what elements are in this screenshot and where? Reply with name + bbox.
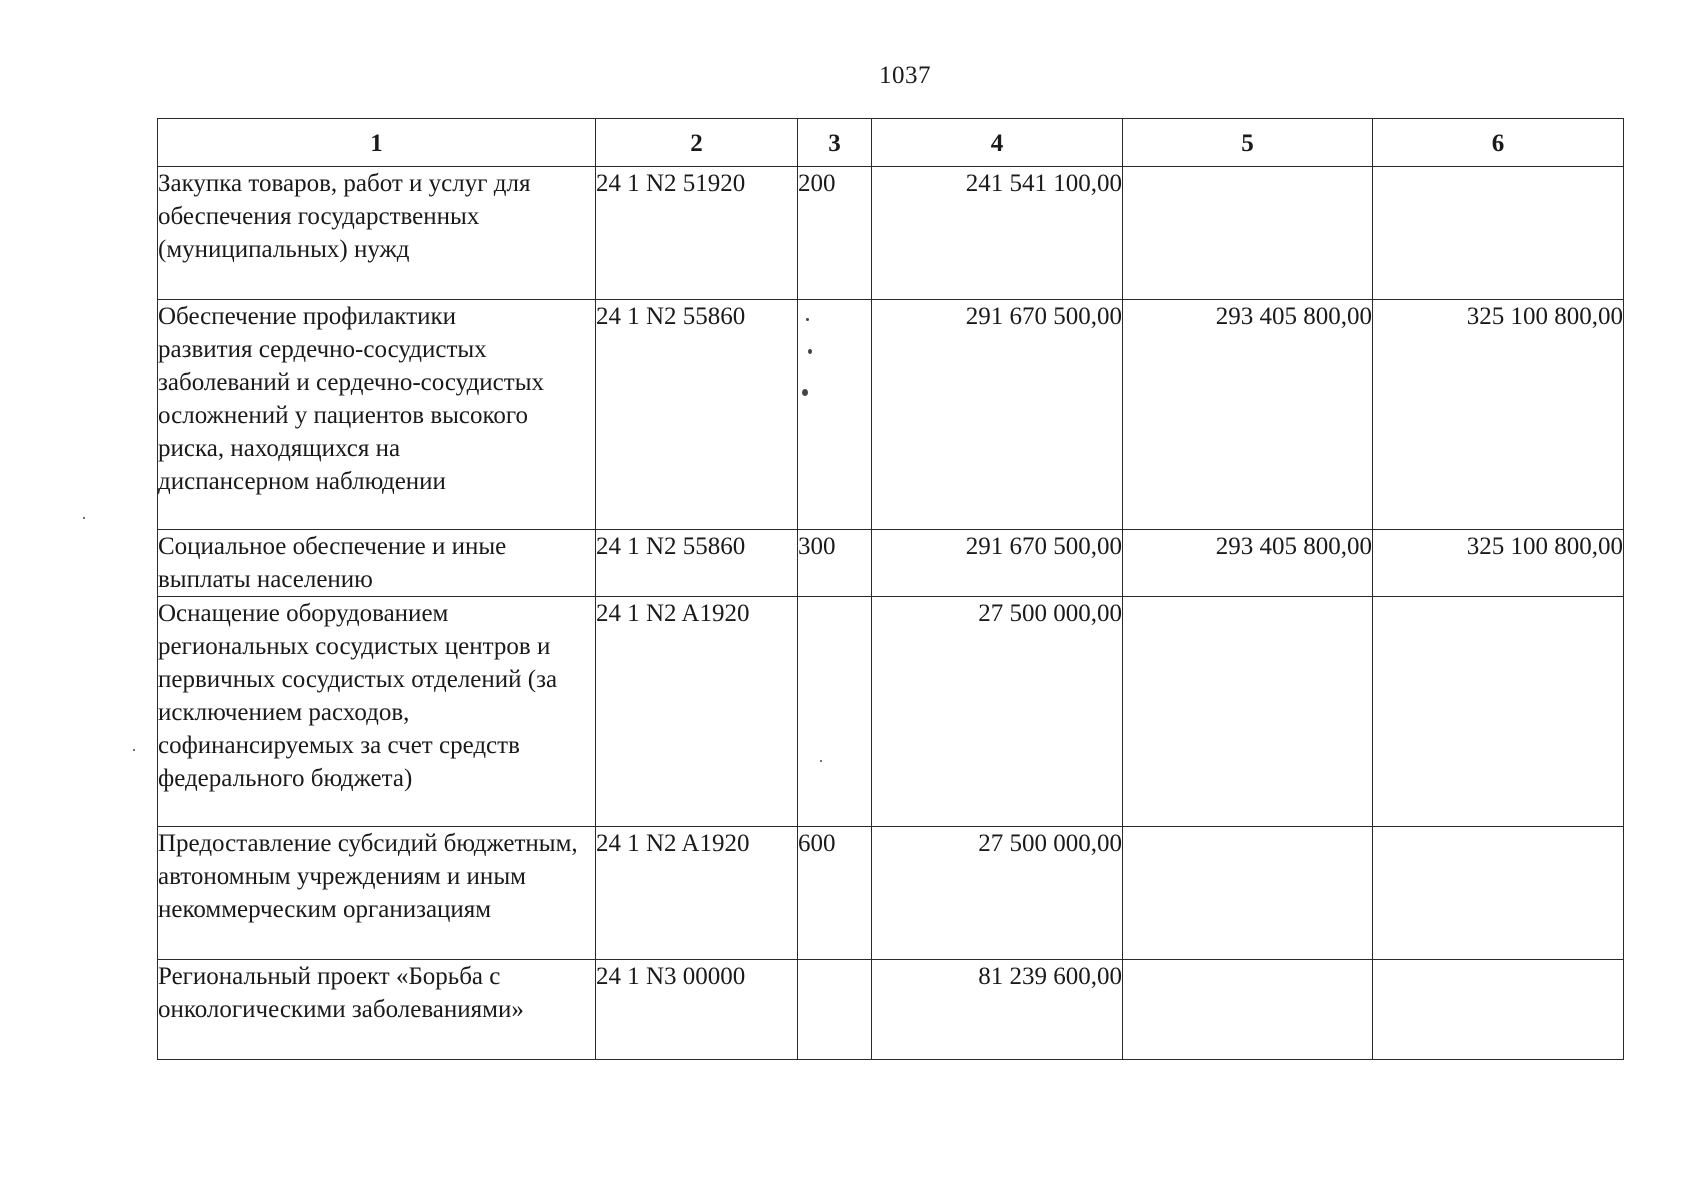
row-amount-col4: 27 500 000,00 (872, 827, 1123, 960)
row-amount-col6 (1373, 167, 1624, 300)
page-number: 1037 (879, 62, 931, 89)
table-row (158, 167, 1624, 300)
table-row (158, 300, 1624, 530)
row-code-cell: 24 1 N3 00000 (596, 960, 798, 1060)
row-code-cell: 24 1 N2 A1920 (596, 597, 798, 827)
row-amount-col6 (1373, 827, 1624, 960)
row-amount-col5 (1123, 167, 1373, 300)
row-code-cell: 24 1 N2 55860 (596, 530, 798, 597)
row-amount-col4: 291 670 500,00 (872, 530, 1123, 597)
row-type-cell: 200 (798, 167, 872, 300)
row-name-cell: Предоставление субсидий бюджетным, автономным учреждениям и иным некоммерческим организациям (158, 827, 596, 960)
row-amount-col4: 27 500 000,00 (872, 597, 1123, 827)
column-header: 4 (872, 119, 1123, 167)
row-amount-col5: 293 405 800,00 (1123, 530, 1373, 597)
row-name-cell: Закупка товаров, работ и услуг для обеспечения государственных (муниципальных) нужд (158, 167, 596, 300)
budget-table (157, 118, 1624, 1060)
row-name-cell: Социальное обеспечение и иные выплаты населению (158, 530, 596, 597)
row-type-cell: 600 (798, 827, 872, 960)
row-name-cell: Региональный проект «Борьба с онкологическими заболеваниями» (158, 960, 596, 1060)
row-type-cell (798, 300, 872, 530)
row-name-cell: Обеспечение профилактики развития сердечно-сосудистых заболеваний и сердечно-сосудистых осложнений у пациентов высокого риска, находящихся на диспансерном наблюдении (158, 300, 596, 530)
scan-speck (133, 749, 135, 751)
row-amount-col6 (1373, 597, 1624, 827)
column-header: 6 (1373, 119, 1624, 167)
row-amount-col5 (1123, 597, 1373, 827)
row-code-cell: 24 1 N2 A1920 (596, 827, 798, 960)
row-code-cell: 24 1 N2 55860 (596, 300, 798, 530)
row-amount-col5 (1123, 827, 1373, 960)
row-amount-col4: 291 670 500,00 (872, 300, 1123, 530)
row-amount-col6: 325 100 800,00 (1373, 300, 1624, 530)
row-code-cell: 24 1 N2 51920 (596, 167, 798, 300)
scan-speck (806, 318, 809, 321)
table-row (158, 597, 1624, 827)
table-header-row (158, 119, 1624, 167)
row-amount-col4: 81 239 600,00 (872, 960, 1123, 1060)
row-amount-col6: 325 100 800,00 (1373, 530, 1624, 597)
row-amount-col6 (1373, 960, 1624, 1060)
table-row (158, 960, 1624, 1060)
column-header: 5 (1123, 119, 1373, 167)
table-row (158, 827, 1624, 960)
scan-speck (820, 760, 822, 762)
scan-speck (808, 349, 812, 354)
row-type-cell: 300 (798, 530, 872, 597)
row-type-cell (798, 960, 872, 1060)
row-amount-col4: 241 541 100,00 (872, 167, 1123, 300)
row-name-cell: Оснащение оборудованием региональных сосудистых центров и первичных сосудистых отделений (за исключением расходов, софинансируемых за счет средств федерального бюджета) (158, 597, 596, 827)
row-amount-col5 (1123, 960, 1373, 1060)
table-row (158, 530, 1624, 597)
row-amount-col5: 293 405 800,00 (1123, 300, 1373, 530)
column-header: 3 (798, 119, 872, 167)
scan-speck (83, 517, 85, 519)
scan-speck (802, 389, 808, 396)
column-header: 2 (596, 119, 798, 167)
column-header: 1 (158, 119, 596, 167)
row-type-cell (798, 597, 872, 827)
